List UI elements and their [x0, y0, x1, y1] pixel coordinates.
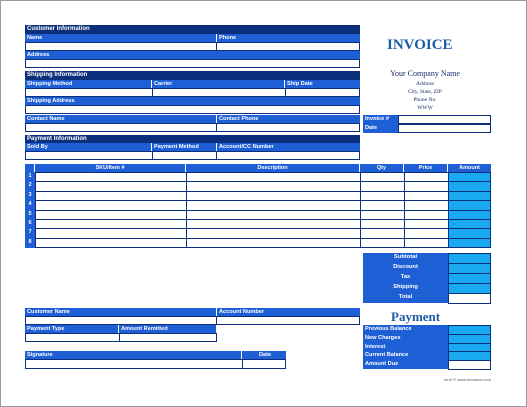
- row-number: 2: [25, 181, 35, 191]
- address-label: Address: [25, 51, 360, 59]
- shipping-method-field[interactable]: [25, 88, 153, 97]
- signature-date-field[interactable]: [242, 359, 286, 369]
- total-label-shipping: Shipping: [363, 283, 448, 293]
- payment-label-3: Current Balance: [363, 351, 448, 360]
- amount-remitted-label: Amount Remitted: [119, 325, 216, 333]
- payment-value-4[interactable]: [448, 360, 491, 370]
- shipping-method-label: Shipping Method: [25, 80, 151, 88]
- ship-date-field[interactable]: [285, 88, 360, 97]
- payment-title: Payment: [391, 309, 441, 324]
- description-cell[interactable]: [186, 238, 361, 248]
- payment-label-4: Amount Due: [363, 360, 448, 369]
- invoice-number-label: Invoice #: [363, 115, 398, 124]
- payment-type-field[interactable]: [25, 333, 120, 342]
- name-label: Name: [25, 34, 216, 42]
- total-label-discount: Discount: [363, 263, 448, 273]
- footer-note: form © www.formsrus.com: [444, 377, 491, 382]
- customer-info-header: Customer Information: [25, 25, 360, 34]
- price-column-header: Price: [404, 164, 448, 172]
- remit-customer-name-label: Customer Name: [25, 308, 216, 316]
- payment-label-0: Previous Balance: [363, 325, 448, 334]
- invoice-title: INVOICE: [387, 37, 453, 53]
- row-number-header: [25, 164, 35, 172]
- company-phone: Phone No.: [413, 97, 437, 103]
- row-number: 1: [25, 172, 35, 182]
- signature-date-label: Date: [242, 351, 286, 359]
- contact-phone-label: Contact Phone: [217, 115, 360, 123]
- account-number-label: Account Number: [217, 308, 360, 316]
- carrier-label: Carrier: [152, 80, 284, 88]
- phone-field[interactable]: [216, 42, 360, 51]
- address-field[interactable]: [25, 59, 360, 68]
- description-column-header: Description: [186, 164, 360, 172]
- company-address: Address: [415, 81, 435, 87]
- total-label-subtotal: Subtotal: [363, 253, 448, 263]
- name-field[interactable]: [25, 42, 217, 51]
- payment-label-1: New Charges: [363, 334, 448, 343]
- payment-label-2: Interest: [363, 343, 448, 352]
- total-value-total[interactable]: [448, 293, 491, 304]
- payment-method-label: Payment Method: [152, 143, 216, 151]
- date-field[interactable]: [398, 124, 491, 133]
- ship-date-label: Ship Date: [285, 80, 360, 88]
- invoice-number-field[interactable]: [398, 115, 491, 124]
- sold-by-label: Sold By: [25, 143, 151, 151]
- shipping-address-label: Shipping Address: [25, 97, 360, 105]
- account-cc-label: Account/CC Number: [217, 143, 360, 151]
- payment-method-field[interactable]: [152, 151, 217, 160]
- total-label-tax: Tax: [363, 273, 448, 283]
- qty-cell[interactable]: [360, 238, 405, 248]
- carrier-field[interactable]: [152, 88, 286, 97]
- sku-cell[interactable]: [35, 238, 187, 248]
- contact-name-label: Contact Name: [25, 115, 216, 123]
- qty-column-header: Qty: [360, 164, 404, 172]
- row-number: 3: [25, 191, 35, 201]
- shipping-address-field[interactable]: [25, 105, 360, 114]
- row-number: 8: [25, 238, 35, 248]
- shipping-info-header: Shipping Information: [25, 71, 360, 80]
- signature-label: Signature: [25, 351, 241, 359]
- contact-phone-field[interactable]: [216, 123, 360, 132]
- payment-type-label: Payment Type: [25, 325, 118, 333]
- account-cc-field[interactable]: [216, 151, 360, 160]
- amount-remitted-field[interactable]: [119, 333, 217, 342]
- row-number: 7: [25, 228, 35, 238]
- company-city: City, State, ZIP: [408, 89, 442, 95]
- price-cell[interactable]: [404, 238, 449, 248]
- date-label: Date: [363, 124, 398, 133]
- account-number-field[interactable]: [216, 316, 360, 325]
- company-name: Your Company Name: [390, 69, 460, 78]
- amount-column-header: Amount: [448, 164, 491, 172]
- payment-info-header: Payment Information: [25, 135, 360, 143]
- row-number: 5: [25, 210, 35, 220]
- sku-column-header: SKU/Item #: [35, 164, 186, 172]
- signature-field[interactable]: [25, 359, 243, 369]
- row-number: 4: [25, 200, 35, 210]
- sold-by-field[interactable]: [25, 151, 153, 160]
- phone-label: Phone: [217, 34, 360, 42]
- company-web: WWW: [417, 105, 433, 111]
- remit-customer-name-field[interactable]: [25, 316, 217, 325]
- row-number: 6: [25, 219, 35, 229]
- contact-name-field[interactable]: [25, 123, 217, 132]
- amount-cell[interactable]: [448, 238, 491, 248]
- total-label-total: Total: [363, 293, 448, 303]
